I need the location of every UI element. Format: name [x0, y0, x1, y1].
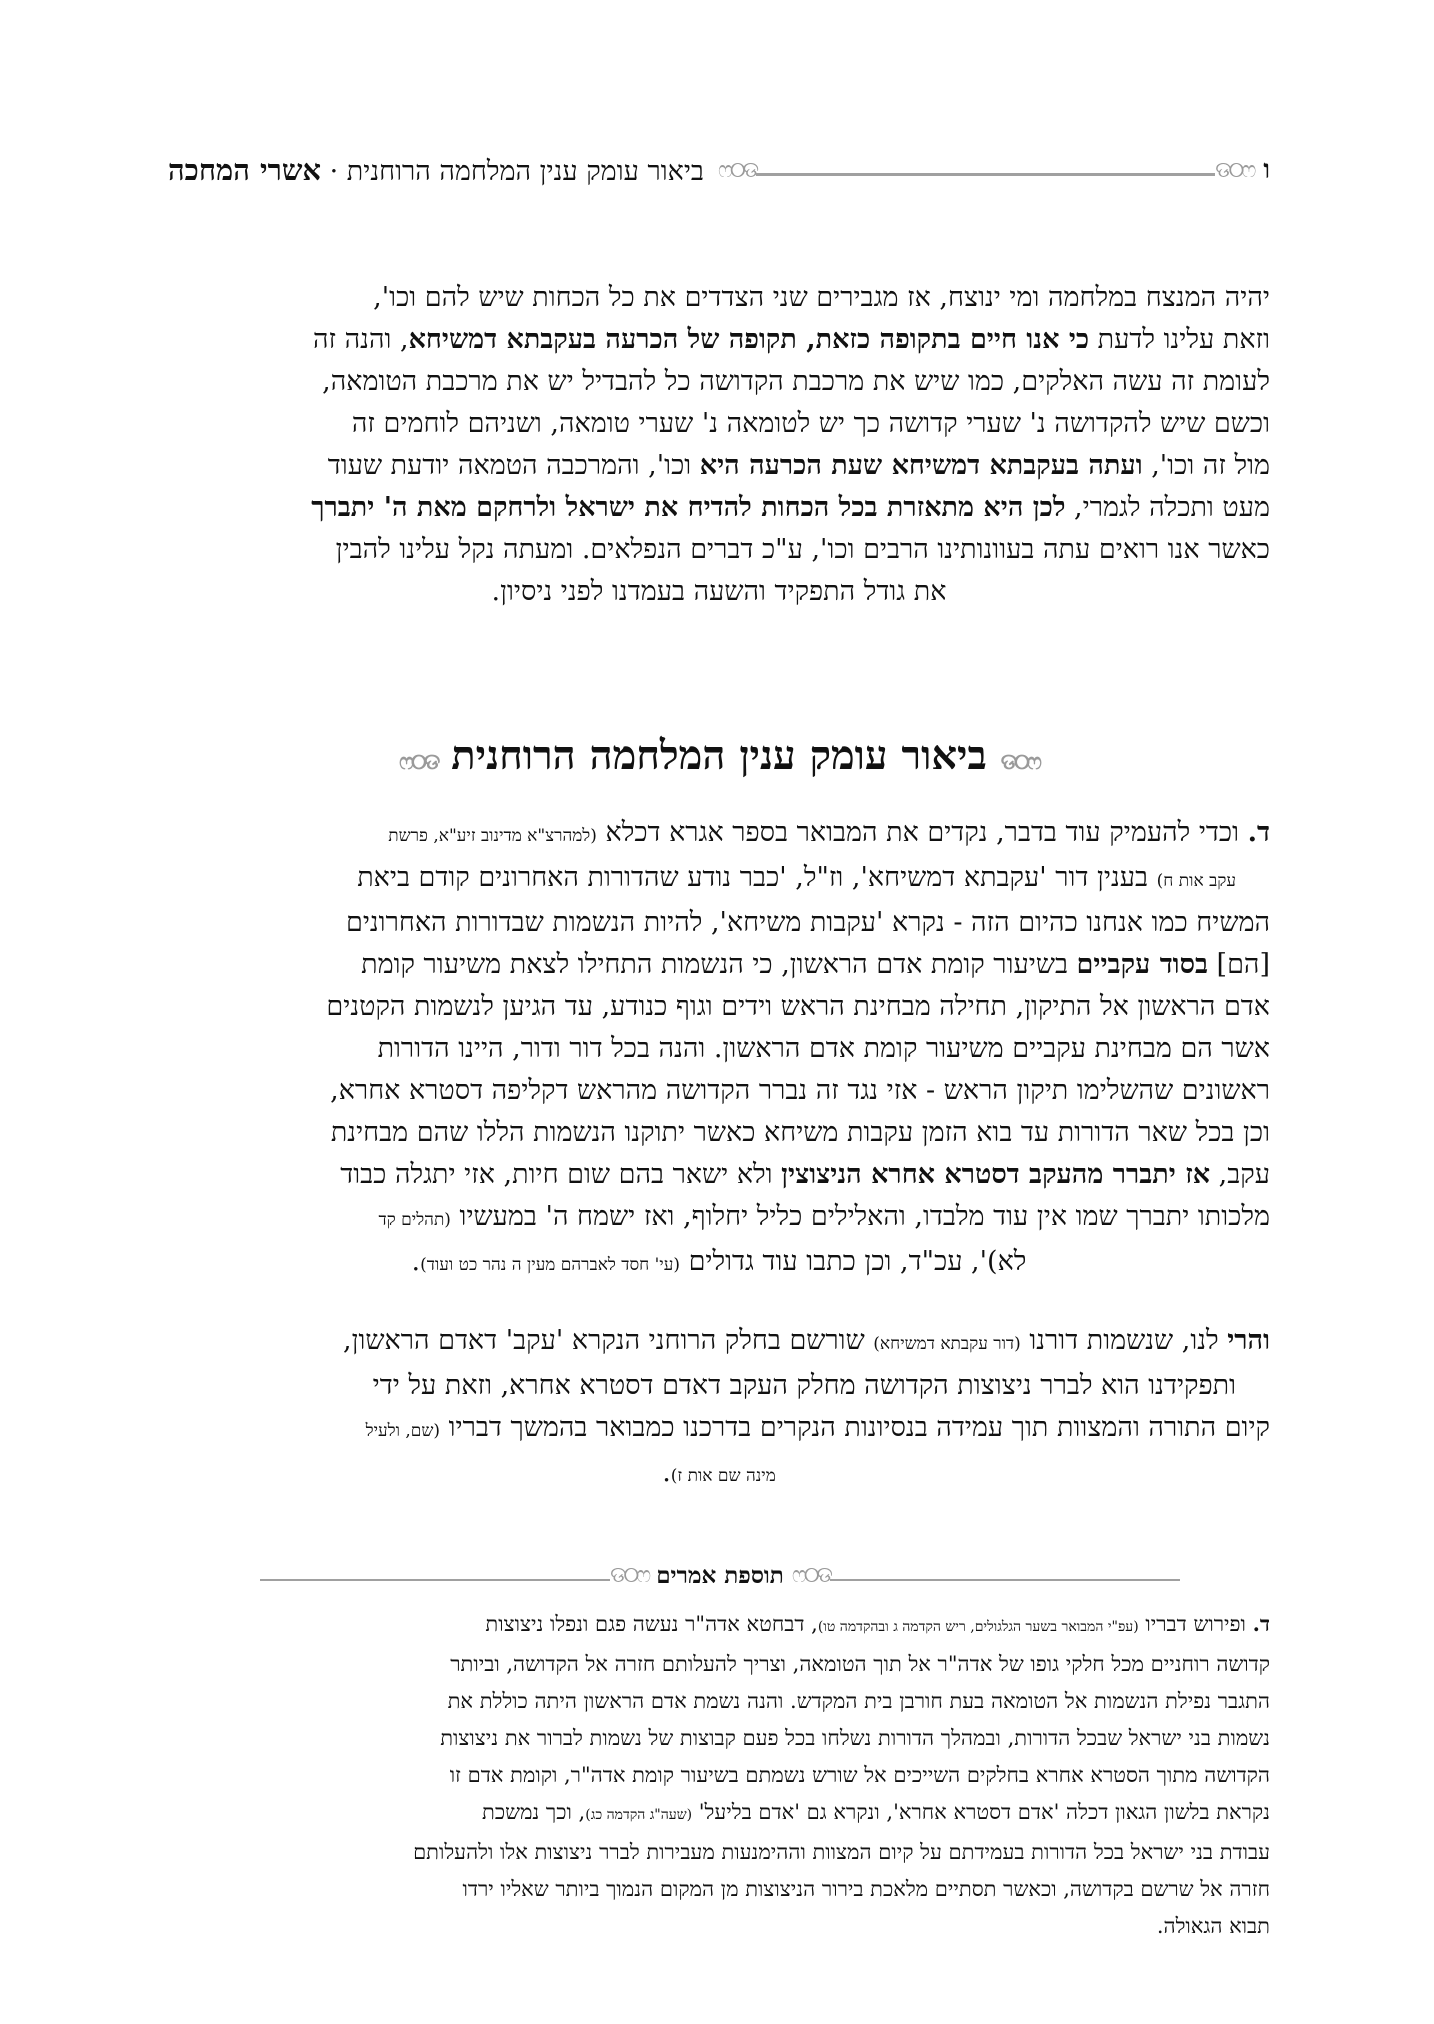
text-line: ותפקידנו הוא לברר ניצוצות הקדושה מחלק העקב דאדם דסטרא אחרא, וזאת על ידי	[372, 1370, 1236, 1401]
paragraph-conclusion	[168, 1320, 1270, 1497]
text-span: , וכך נמשכת	[482, 1800, 586, 1824]
addendum-body	[168, 1605, 1270, 1945]
text-span: בשיעור קומת אדם הראשון, כי הנשמות התחילו לצאת משיעור קומת	[361, 949, 1077, 980]
text-line: חזרה אל שרשם בקדושה, וכאשר תסתיים מלאכת בירור הניצוצות מן המקום הנמוך ביותר שאליו ירדו	[462, 1877, 1270, 1901]
text-line: אדם הראשון אל התיקון, תחילה מבחינת הראש וידים וגוף כנודע, עד הגיען לנשמות הקטנים	[326, 991, 1270, 1022]
text-span: , והנה זה	[313, 324, 409, 355]
text-line	[168, 487, 1270, 529]
text-line	[168, 1452, 1270, 1497]
text-span: לא)', עכ"ד, וכן כתבו עוד גדולים	[679, 1246, 1027, 1277]
text-line	[168, 1407, 1270, 1452]
text-span: שורשם בחלק הרוחני הנקרא 'עקב' דאדם הראשון,	[343, 1325, 874, 1356]
text-span: בענין דור 'עקבתא דמשיחא', וז"ל, 'כבר נודע שהדורות האחרונים קודם ביאת	[357, 862, 1157, 893]
source-citation: מינה שם אות ז)	[670, 1466, 776, 1486]
paragraph-dalet	[168, 812, 1270, 1286]
text-line: כאשר אנו רואים עתה בעוונותינו הרבים וכו', ע"כ דברים הנפלאים. ומעתה נקל עלינו להבין	[335, 534, 1270, 565]
bold-text: ועתה בעקבתא דמשיחא שעת הכרעה היא	[699, 450, 1143, 481]
text-line	[168, 944, 1270, 986]
text-line	[168, 445, 1270, 487]
bold-text: כי אנו חיים בתקופה כזאת, תקופה של הכרעה בעקבתא דמשיחא	[408, 324, 1090, 355]
header-rule	[756, 173, 1215, 176]
text-line: וכשם שיש להקדושה נ' שערי קדושה כך יש לטומאה נ' שערי טומאה, ושניהם לוחמים זה	[351, 408, 1270, 439]
text-span: קיום התורה והמצוות תוך עמידה בנסיונות הנקרים בדרכנו כמבואר בהמשך דבריו	[440, 1412, 1270, 1443]
section-heading	[168, 732, 1270, 779]
text-span: וזאת עלינו לדעת	[1089, 324, 1270, 355]
text-line	[168, 1196, 1270, 1241]
text-span: לנו, שנשמות דורנו	[1020, 1325, 1228, 1356]
running-title: ביאור עומק ענין המלחמה הרוחנית	[346, 155, 704, 187]
bold-text: לכן היא מתאזרת בכל הכחות להדיח את ישראל ולרחקם מאת ה' יתברך	[311, 492, 1066, 523]
text-line: הקדושה מתוך הסטרא אחרא בחלקים השייכים אל שורש נשמתם בשיעור קומת אדה"ר, וקומת אדם זו	[449, 1763, 1270, 1787]
bold-text: בסוד עקביים	[1076, 949, 1208, 980]
text-line	[168, 319, 1270, 361]
text-span: נקראת בלשון הגאון דכלה 'אדם דסטרא אחרא', ונקרא גם 'אדם בליעל'	[692, 1800, 1270, 1824]
text-line	[168, 812, 1270, 857]
text-span: עקב,	[1210, 1159, 1270, 1190]
source-citation: (שעה"ג הקדמה כג)	[585, 1807, 693, 1823]
text-line: המשיח כמו אנחנו כהיום הזה - נקרא 'עקבות משיחא', להיות הנשמות שבדורות האחרונים	[345, 907, 1270, 938]
text-line: וכן בכל שאר הדורות עד בוא הזמן עקבות משיחא כאשר יתוקנו הנשמות הללו שהם מבחינת	[330, 1117, 1270, 1148]
source-citation: (דור עקבתא דמשיחא)	[873, 1334, 1021, 1354]
bold-text: אז יתברר מהעקב דסטרא אחרא הניצוצין	[781, 1159, 1211, 1190]
page-number: ו	[1263, 155, 1270, 185]
text-line	[168, 1154, 1270, 1196]
book-title: אשרי המחכה	[168, 152, 321, 187]
ornament-icon: ଡ୦ෆ	[1215, 157, 1254, 183]
paragraph-intro	[168, 277, 1270, 613]
ornament-icon: ෆ୦ଡ	[399, 749, 438, 775]
text-span: מול זה וכו',	[1142, 450, 1270, 481]
text-line: נשמות בני ישראל שבכל הדורות, ובמהלך הדורות נשלחו בכל פעם קבוצות של נשמות לברור את ניצוצות	[440, 1726, 1270, 1750]
text-span: וכו', והמרכבה הטמאה יודעת שעוד	[327, 450, 700, 481]
text-line: את גודל התפקיד והשעה בעמדנו לפני ניסיון.	[491, 576, 947, 607]
ornament-icon: ଡ୦ෆ	[610, 1562, 649, 1588]
source-citation: עקב אות ח)	[1156, 871, 1236, 891]
text-span: וכדי להעמיק עוד בדבר, נקדים את המבואר בספר אגרא דכלא	[596, 817, 1248, 848]
text-line: ראשונים שהשלימו תיקון הראש - אזי נגד זה נברר הקדושה מהראש דקליפה דסטרא אחרא,	[330, 1075, 1270, 1106]
source-citation: (עפ"י המבואר בשער הגלגולים, ריש הקדמה ג ובהקדמה טו)	[817, 1619, 1139, 1635]
text-line	[168, 1605, 1270, 1646]
text-line	[168, 1794, 1270, 1834]
header-title	[168, 153, 704, 188]
section-letter: ד.	[1252, 1611, 1270, 1636]
text-span: ולא ישאר בהם שום חיות, אזי יתגלה כבוד	[340, 1159, 782, 1190]
source-citation: (תהלים קד	[378, 1210, 451, 1230]
source-citation: (שם, ולעיל	[365, 1421, 441, 1441]
section-heading-text: ביאור עומק ענין המלחמה הרוחנית	[451, 732, 987, 779]
addendum-rule	[260, 1579, 610, 1581]
text-line: יהיה המנצח במלחמה ומי ינוצח, אז מגבירים שני הצדדים את כל הכחות שיש להם וכו',	[373, 282, 1270, 313]
text-span: מלכותו יתברך שמו אין עוד מלבדו, והאלילים כליל יחלוף, ואז ישמח ה' במעשיו	[450, 1201, 1270, 1232]
bold-text: והרי	[1227, 1325, 1270, 1356]
text-line	[168, 1320, 1270, 1365]
source-citation: (עי' חסד לאברהם מעין ה נהר כט ועוד)	[420, 1255, 680, 1275]
text-span: .	[662, 1457, 671, 1488]
text-span: מעט ותכלה לגמרי,	[1065, 492, 1270, 523]
text-line: אשר הם מבחינת עקביים משיעור קומת אדם הראשון. והנה בכל דור ודור, היינו הדורות	[377, 1033, 1270, 1064]
text-line: התגבר נפילת הנשמות אל הטומאה בעת חורבן בית המקדש. והנה נשמת אדם הראשון היתה כוללת את	[447, 1689, 1270, 1713]
ornament-icon: ෆ୦ଡ	[717, 157, 757, 183]
text-span: .	[411, 1246, 421, 1277]
text-line	[168, 1241, 1270, 1286]
running-header	[168, 148, 1270, 192]
text-line: קדושה רוחניים מכל חלקי גופו של אדה"ר אל תוך הטומאה, וצריך להעלותם חזרה אל הקדושה, וביותר	[450, 1652, 1270, 1676]
section-letter: ד.	[1247, 817, 1270, 848]
ornament-icon: ଡ୦ෆ	[1000, 749, 1039, 775]
header-separator: ·	[329, 155, 339, 187]
text-line: עבודת בני ישראל בכל הדורות בעמידתם על קיום המצוות וההימנעות מעבירות לברר ניצוצות אלו ולהעלותם	[413, 1840, 1270, 1864]
text-span: ופירוש דבריו	[1138, 1612, 1253, 1636]
addendum-rule	[830, 1579, 1180, 1581]
text-line: לעומת זה עשה האלקים, כמו שיש את מרכבת הקדושה כל להבדיל יש את מרכבת הטומאה,	[322, 366, 1270, 397]
text-span: , דבחטא אדה"ר נעשה פגם ונפלו ניצוצות	[485, 1612, 818, 1636]
ornament-icon: ෆ୦ଡ	[791, 1562, 830, 1588]
source-citation: (למהרצ"א מדינוב זיע"א, פרשת	[388, 826, 597, 846]
text-span: [הם]	[1207, 949, 1270, 980]
text-line	[168, 857, 1270, 902]
addendum-title: תוספת אמרים	[656, 1561, 784, 1589]
addendum-heading	[260, 1555, 1180, 1595]
text-line: תבוא הגאולה.	[1156, 1914, 1270, 1938]
